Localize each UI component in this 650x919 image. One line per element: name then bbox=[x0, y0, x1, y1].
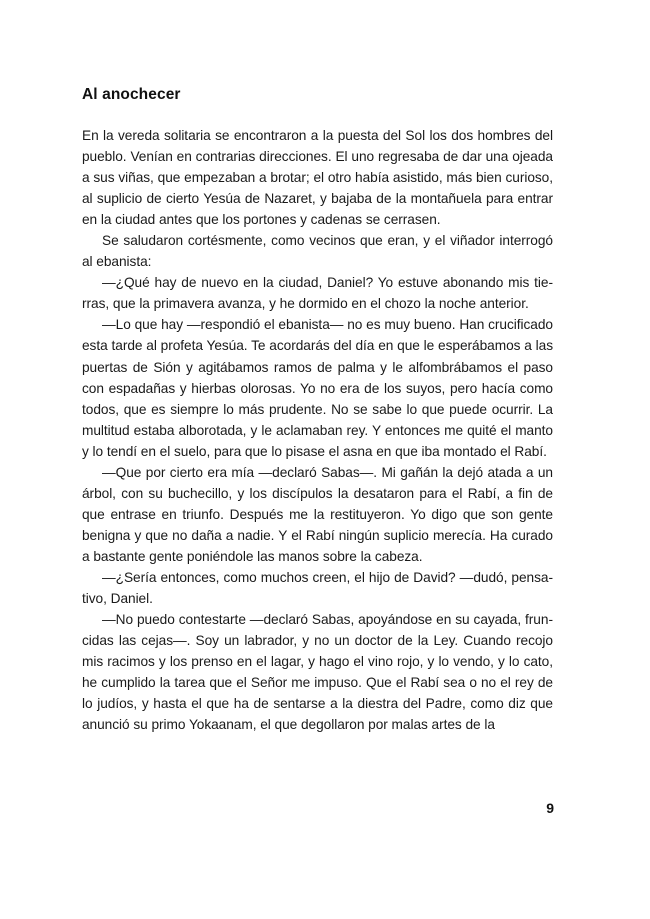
paragraph: En la vereda solitaria se encontraron a la puesta del Sol los dos hombres del pueblo. Venían en contrarias direcciones. El uno regresaba de dar una ojeada a sus viñas, que empezaban a brotar; el otro había asistido, más bien curioso, al suplicio de cierto Yesúa de Nazaret, y bajaba de la montañuela para entrar en la ciudad antes que los portones y cadenas se cerrasen. bbox=[82, 128, 553, 228]
paragraph: —No puedo contestarte —declaró Sabas, apoyándose en su cayada, fruncidas las cejas—. Soy un labrador, y no un doctor de la Ley. Cuando recojo mis racimos y los prenso en el lagar, y hago el vino rojo, y lo vendo, y lo cato, he cumplido la tarea que el Señor me impuso. Que el Rabí sea o no el rey de lo judíos, y hasta el que ha de sentarse a la diestra del Padre, como diz que anunció su primo Yokaanam, el que degollaron por malas artes de la bbox=[82, 612, 553, 733]
page-number: 9 bbox=[546, 800, 554, 816]
paragraph: —¿Qué hay de nuevo en la ciudad, Daniel? Yo estuve abonando mis tierras, que la primavera avanza, y he dormido en el chozo la noche anterior. bbox=[82, 275, 553, 312]
chapter-title: Al anochecer bbox=[82, 86, 181, 103]
paragraph: —Que por cierto era mía —declaró Sabas—. Mi gañán la dejó atada a un árbol, con su buchecillo, y los discípulos la desataron para el Rabí, a fin de que entrase en triunfo. Después me la restituyeron. Yo digo que son gente benigna y que no daña a nadie. Y el Rabí ningún suplicio merecía. Ha curado a bastante gente poniéndole las manos sobre la cabeza. bbox=[82, 464, 553, 564]
chapter-body bbox=[82, 125, 553, 735]
paragraph: —¿Sería entonces, como muchos creen, el hijo de David? —dudó, pensativo, Daniel. bbox=[82, 569, 553, 607]
paragraph: Se saludaron cortésmente, como vecinos que eran, y el viñador interrogó al ebanista: bbox=[82, 233, 553, 270]
paragraph: —Lo que hay —respondió el ebanista— no es muy bueno. Han crucificado esta tarde al profeta Yesúa. Te acordarás del día en que le esperábamos a las puertas de Sión y agitábamos ramos de palma y le alfombrábamos el paso con espadañas y hierbas olorosas. Yo no era de los suyos, pero hacía como todos, que es siempre lo más prudente. No se sabe lo que puede ocurrir. La multitud estaba alborotada, y le aclamaban rey. Y entonces me quité el manto y lo tendí en el suelo, para que lo pisase el asna en que iba montado el Rabí. bbox=[82, 317, 553, 459]
